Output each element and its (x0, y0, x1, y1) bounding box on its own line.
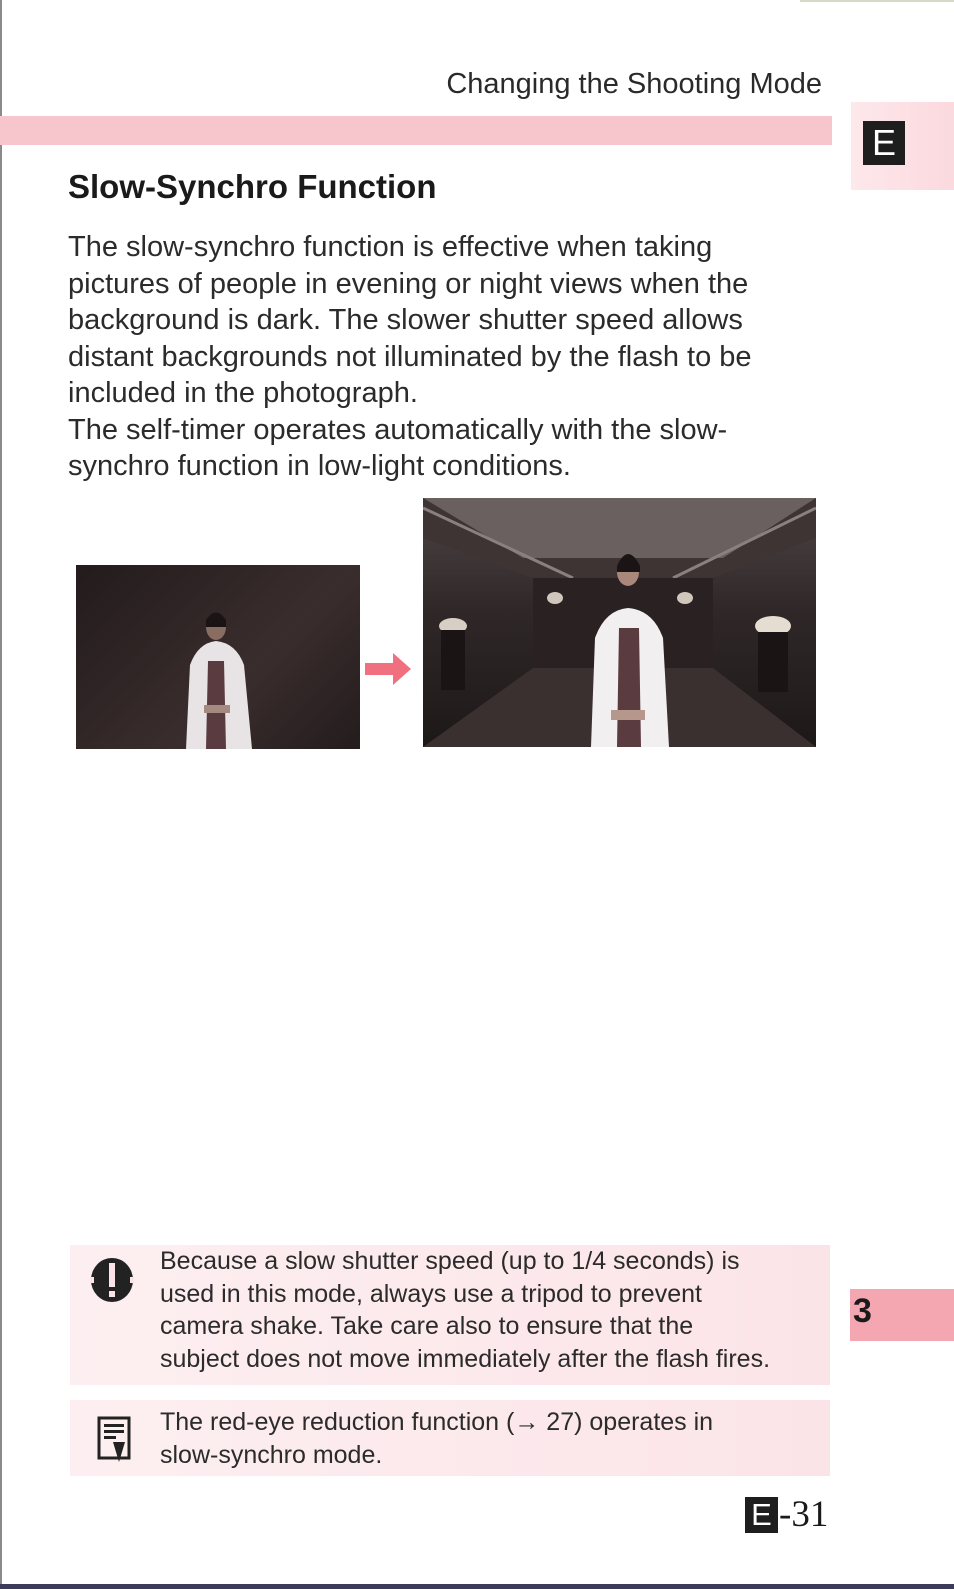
body-paragraph (68, 229, 828, 485)
photo-with-slow-synchro (423, 498, 816, 747)
body-line: The slow-synchro function is effective when taking (68, 231, 713, 263)
photo-large-drawing (423, 498, 816, 747)
photo-without-slow-synchro (76, 565, 360, 749)
body-line: pictures of people in evening or night views when the (68, 267, 749, 300)
chapter-number: 3 (853, 1292, 872, 1330)
caution-line: used in this mode, always use a tripod to prevent (160, 1279, 702, 1308)
running-header: Changing the Shooting Mode (446, 68, 822, 100)
note-line: The red-eye reduction function (→ 27) operates in (160, 1408, 714, 1436)
arrow-right-icon (363, 651, 413, 687)
header-band (0, 116, 832, 145)
note-text (160, 1406, 840, 1471)
bottom-rule (0, 1584, 954, 1589)
caution-line: subject does not move immediately after the flash fires. (160, 1344, 771, 1373)
note-line: slow-synchro mode. (160, 1440, 383, 1469)
body-line: background is dark. The slower shutter speed allows (68, 304, 743, 336)
body-line: included in the photograph. (68, 377, 418, 409)
body-line: synchro function in low-light conditions. (68, 450, 571, 482)
page-edge (0, 0, 2, 1589)
language-letter: E (871, 122, 896, 163)
caution-text (160, 1245, 840, 1375)
page-number (745, 1493, 828, 1536)
caution-icon (90, 1257, 134, 1303)
page-number-text: -31 (779, 1494, 829, 1535)
caution-box (70, 1245, 830, 1385)
caution-line: Because a slow shutter speed (up to 1/4 seconds) is (160, 1247, 740, 1275)
language-badge (863, 121, 905, 165)
note-icon (97, 1416, 131, 1464)
caution-line: camera shake. Take care also to ensure that the (160, 1312, 694, 1340)
body-line: distant backgrounds not illuminated by the flash to be (68, 340, 752, 373)
section-title: Slow-Synchro Function (68, 168, 437, 205)
photo-small-drawing (76, 565, 360, 749)
body-line: The self-timer operates automatically with the slow- (68, 413, 728, 446)
top-rule (800, 0, 954, 2)
note-box (70, 1400, 830, 1476)
page-language-letter: E (745, 1497, 778, 1533)
